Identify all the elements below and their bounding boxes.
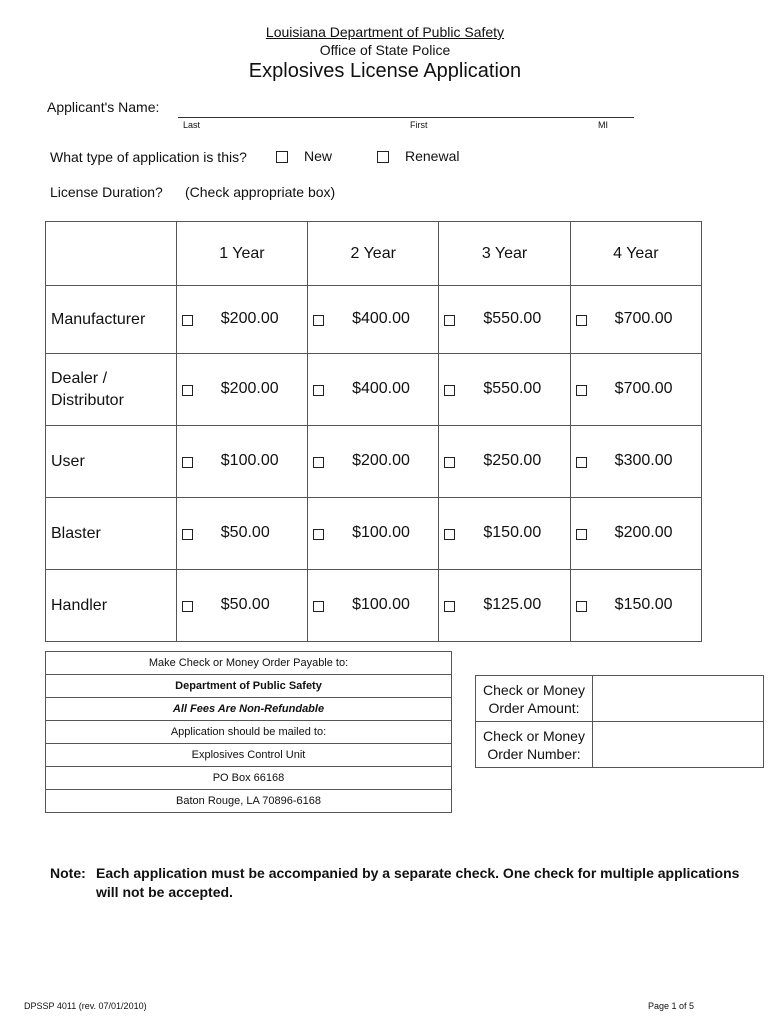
duration-checkbox[interactable] — [576, 385, 587, 396]
price-value: $300.00 — [614, 451, 673, 469]
duration-checkbox[interactable] — [444, 315, 455, 326]
mail-po-box: PO Box 66168 — [46, 767, 452, 790]
duration-checkbox[interactable] — [182, 529, 193, 540]
office-title: Office of State Police — [319, 42, 451, 58]
mail-city: Baton Rouge, LA 70896-6168 — [46, 790, 452, 813]
amount-label-line1: Check or Money — [483, 681, 585, 698]
payable-info-table — [45, 651, 452, 813]
renewal-checkbox[interactable] — [377, 151, 389, 163]
license-type-label: Dealer / — [51, 369, 108, 387]
price-cell — [570, 570, 701, 642]
price-cell — [176, 498, 307, 570]
price-value: $100.00 — [352, 595, 410, 613]
duration-checkbox[interactable] — [313, 385, 324, 396]
col-4-year: 4 Year — [570, 222, 701, 286]
price-cell — [176, 570, 307, 642]
fee-row — [46, 498, 702, 570]
duration-checkbox[interactable] — [444, 601, 455, 612]
payment-table — [475, 675, 764, 768]
note-line1: Each application must be accompanied by a separate check. One check for multiple applications — [96, 865, 740, 881]
price-cell — [176, 426, 307, 498]
applicant-name-field[interactable] — [178, 117, 634, 118]
amount-label-cell — [476, 676, 593, 722]
payable-to-label: Make Check or Money Order Payable to: — [46, 652, 452, 675]
renewal-label: Renewal — [405, 148, 460, 164]
duration-checkbox[interactable] — [444, 529, 455, 540]
price-value: $150.00 — [614, 595, 673, 613]
license-type-cell — [46, 570, 177, 642]
mail-unit: Explosives Control Unit — [46, 744, 452, 767]
application-type-question: What type of application is this? — [50, 149, 247, 165]
price-cell — [570, 354, 701, 426]
fee-row — [46, 286, 702, 354]
price-cell — [439, 286, 570, 354]
form-id: DPSSP 4011 (rev. 07/01/2010) — [24, 1001, 147, 1011]
price-value: $200.00 — [352, 451, 410, 469]
fee-table-header-row — [46, 222, 702, 286]
price-cell — [570, 426, 701, 498]
price-cell — [308, 570, 439, 642]
price-cell — [570, 498, 701, 570]
new-checkbox[interactable] — [276, 151, 288, 163]
duration-checkbox[interactable] — [444, 385, 455, 396]
license-duration-question: License Duration? — [50, 184, 163, 200]
fee-row — [46, 570, 702, 642]
price-value: $100.00 — [220, 451, 279, 469]
page-number: Page 1 of 5 — [648, 1001, 695, 1011]
price-value: $50.00 — [220, 523, 270, 541]
price-value: $150.00 — [483, 523, 542, 541]
price-cell — [308, 286, 439, 354]
duration-checkbox[interactable] — [313, 601, 324, 612]
license-type-cell — [46, 354, 177, 426]
note-label: Note: — [50, 865, 86, 881]
amount-label-line2: Order Amount: — [488, 699, 580, 716]
price-value: $250.00 — [483, 451, 542, 469]
price-cell — [570, 286, 701, 354]
fee-row — [46, 354, 702, 426]
first-name-caption: First — [410, 120, 428, 130]
duration-checkbox[interactable] — [313, 457, 324, 468]
department-title: Louisiana Department of Public Safety — [265, 24, 505, 40]
duration-checkbox[interactable] — [576, 601, 587, 612]
mi-caption: MI — [598, 120, 608, 130]
duration-checkbox[interactable] — [576, 529, 587, 540]
price-value: $100.00 — [352, 523, 410, 541]
duration-checkbox[interactable] — [182, 315, 193, 326]
license-type-label: User — [51, 452, 85, 470]
license-type-cell — [46, 286, 177, 354]
new-label: New — [304, 148, 333, 164]
non-refundable-notice: All Fees Are Non-Refundable — [46, 698, 452, 721]
note-line2: will not be accepted. — [96, 884, 233, 900]
fee-row — [46, 426, 702, 498]
mail-to-label: Application should be mailed to: — [46, 721, 452, 744]
price-value: $200.00 — [614, 523, 673, 541]
fee-table — [45, 221, 702, 642]
duration-checkbox[interactable] — [182, 601, 193, 612]
header-empty-cell — [46, 222, 177, 286]
price-value: $700.00 — [614, 309, 673, 327]
duration-checkbox[interactable] — [444, 457, 455, 468]
number-label-line2: Order Number: — [487, 745, 581, 762]
price-value: $550.00 — [483, 379, 542, 397]
price-cell — [308, 354, 439, 426]
duration-checkbox[interactable] — [182, 385, 193, 396]
col-3-year: 3 Year — [439, 222, 570, 286]
price-cell — [439, 570, 570, 642]
price-cell — [176, 286, 307, 354]
price-value: $400.00 — [352, 309, 410, 327]
payee-name: Department of Public Safety — [46, 675, 452, 698]
col-2-year: 2 Year — [308, 222, 439, 286]
price-value: $125.00 — [483, 595, 542, 613]
price-value: $550.00 — [483, 309, 542, 327]
license-duration-hint: (Check appropriate box) — [185, 184, 336, 200]
license-type-label: Blaster — [51, 524, 101, 542]
amount-input-cell[interactable] — [593, 676, 764, 722]
price-value: $200.00 — [220, 379, 279, 397]
price-value: $200.00 — [220, 309, 279, 327]
license-type-cell — [46, 426, 177, 498]
price-cell — [439, 354, 570, 426]
duration-checkbox[interactable] — [576, 457, 587, 468]
col-1-year: 1 Year — [176, 222, 307, 286]
note — [50, 864, 750, 902]
license-type-cell — [46, 498, 177, 570]
last-name-caption: Last — [183, 120, 201, 130]
price-cell — [439, 426, 570, 498]
duration-checkbox[interactable] — [313, 529, 324, 540]
price-value: $50.00 — [220, 595, 270, 613]
price-cell — [439, 498, 570, 570]
number-label-cell — [476, 722, 593, 768]
price-value: $700.00 — [614, 379, 673, 397]
number-label-line1: Check or Money — [483, 727, 585, 744]
price-cell — [308, 426, 439, 498]
price-value: $400.00 — [352, 379, 410, 397]
applicant-name-label: Applicant's Name: — [47, 99, 160, 115]
price-cell — [308, 498, 439, 570]
duration-checkbox[interactable] — [182, 457, 193, 468]
duration-checkbox[interactable] — [576, 315, 587, 326]
license-type-label: Handler — [51, 596, 108, 614]
price-cell — [176, 354, 307, 426]
license-type-label-line2: Distributor — [51, 391, 124, 409]
duration-checkbox[interactable] — [313, 315, 324, 326]
form-title: Explosives License Application — [248, 60, 522, 82]
number-input-cell[interactable] — [593, 722, 764, 768]
license-type-label: Manufacturer — [51, 310, 146, 328]
